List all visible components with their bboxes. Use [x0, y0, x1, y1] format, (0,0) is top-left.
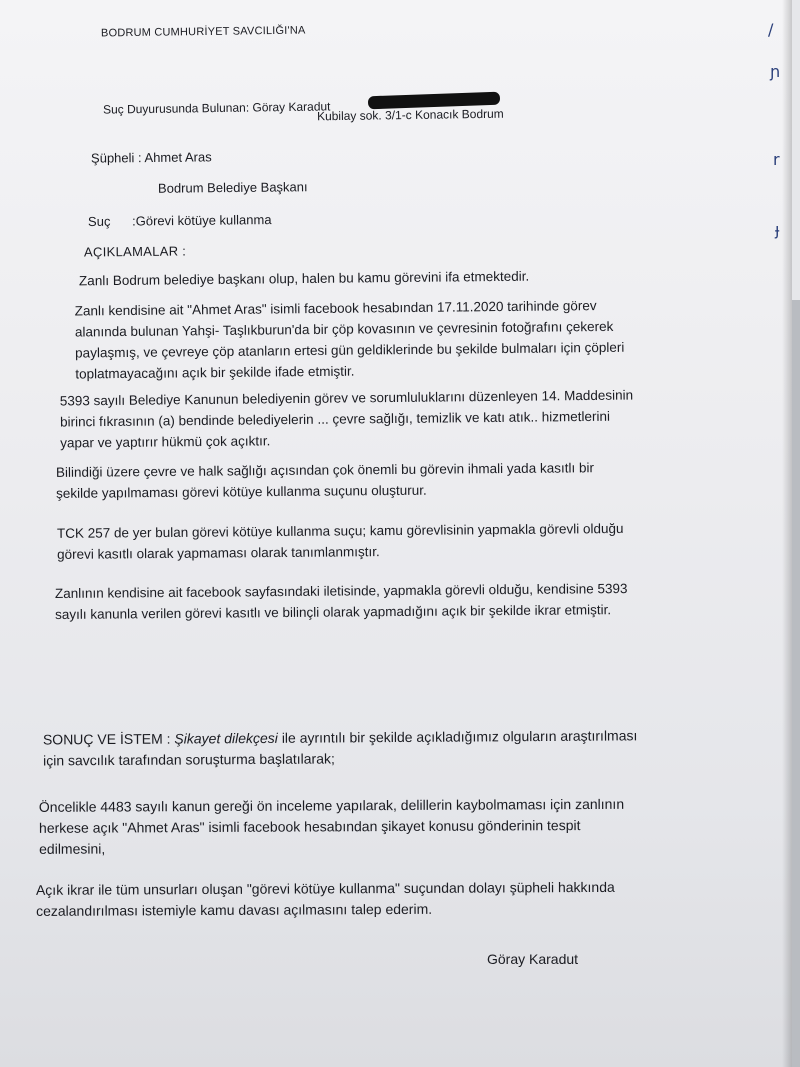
pen-mark: ɟ	[775, 220, 780, 239]
paragraph-line: Bilindiği üzere çevre ve halk sağlığı açısından çok önemli bu görevin ihmali yada kasıtlı bir	[55, 460, 594, 480]
paragraph-line: Zanlının kendisine ait facebook sayfasındaki iletisinde, yapmakla görevli olduğu, kendisine 5393	[54, 581, 628, 602]
paragraph-line: 5393 sayılı Belediye Kanunun belediyenin görev ve sorumluluklarını düzenleyen 14. Maddesinin	[59, 387, 634, 409]
conclusion-line: için savcılık tarafından soruşturma başlatılarak;	[43, 750, 335, 769]
complaint-petition-ref: Şikayet dilekçesi	[174, 729, 278, 747]
signature-name: Göray Karadut	[487, 951, 579, 967]
paragraph-line: paylaşmış, ve çevreye çöp atanların ertesi gün geldiklerinde bu şekilde bulmaları için çöpleri	[75, 339, 625, 361]
paragraph-line: Açık ikrar ile tüm unsurları oluşan "görevi kötüye kullanma" suçundan dolayı şüpheli hakkında	[35, 878, 615, 898]
paragraph-line: alanında bulunan Yahşi- Taşlıkburun'da bir çöp kovasının ve çevresinin fotoğrafını çekerek	[74, 318, 614, 340]
conclusion-paragraph	[43, 725, 755, 772]
paragraph-6	[55, 577, 745, 625]
complainant-address: Kubilay sok. 3/1-c Konacık Bodrum	[316, 106, 504, 124]
pen-mark: r	[773, 150, 780, 169]
page-edge-shadow	[782, 0, 792, 1067]
paragraph-line: Zanlı kendisine ait "Ahmet Aras" isimli facebook hesabından 17.11.2020 tarihinde görev	[74, 298, 597, 319]
conclusion-text: ile ayrıntılı bir şekilde açıkladığımız olguların araştırılması	[277, 727, 638, 746]
paragraph-1	[79, 266, 529, 292]
request-paragraph-1	[39, 793, 761, 860]
paragraph-2	[75, 293, 748, 384]
paragraph-line: Öncelikle 4483 sayılı kanun gereği ön inceleme yapılarak, delillerin kaybolmaması için zanlının	[38, 795, 625, 815]
explanations-heading: AÇIKLAMALAR :	[83, 243, 187, 260]
paragraph-line: Zanlı Bodrum belediye başkanı olup, halen bu kamu görevini ifa etmektedir.	[78, 268, 530, 289]
addressee: BODRUM CUMHURİYET SAVCILIĞI'NA	[100, 24, 306, 40]
suspect: Şüpheli : Ahmet Aras	[90, 149, 212, 166]
paragraph-line: edilmesini,	[39, 840, 106, 857]
complainant: Suç Duyurusunda Bulunan: Göray Karadut	[102, 99, 331, 117]
paragraph-line: cezalandırılması istemiyle kamu davası açılmasını talep ederim.	[36, 900, 433, 919]
paragraph-line: herkese açık "Ahmet Aras" isimli facebook hesabından şikayet konusu gönderinin tespit	[38, 817, 581, 836]
crime-value: :Görevi kötüye kullanma	[132, 212, 272, 229]
pen-mark: ɲ	[770, 62, 781, 81]
paragraph-3	[60, 384, 729, 454]
paragraph-line: yapar ve yaptırır hükmü çok açıktır.	[60, 433, 271, 451]
request-paragraph-2	[36, 876, 766, 922]
paragraph-line: TCK 257 de yer bulan görevi kötüye kullanma suçu; kamu görevlisinin yapmakla görevli olduğu	[56, 520, 624, 541]
paragraph-line: görevi kasıtlı olarak yapmaması olarak tanımlanmıştır.	[57, 544, 380, 562]
conclusion-label: SONUÇ VE İSTEM :	[42, 730, 171, 748]
suspect-title: Bodrum Belediye Başkanı	[157, 179, 308, 196]
crime-line	[88, 212, 272, 229]
paragraph-5	[57, 517, 729, 565]
paragraph-line: şekilde yapılmaması görevi kötüye kullanma suçunu oluşturur.	[56, 482, 427, 501]
pen-mark: /	[768, 20, 774, 39]
paragraph-line: birinci fıkrasının (a) bendinde belediyelerin ... çevre sağlığı, temizlik ve katı atık.. hizmetlerini	[59, 408, 611, 430]
paragraph-line: toplatmayacağını açık bir şekilde ifade etmiştir.	[75, 363, 355, 382]
paragraph-4	[56, 456, 728, 504]
crime-label: Suç	[87, 213, 111, 229]
paragraph-line: sayılı kanunla verilen görevi kasıtlı ve bilinçli olarak yapmadığını açık bir şekilde ikrar etmiştir.	[55, 602, 612, 623]
